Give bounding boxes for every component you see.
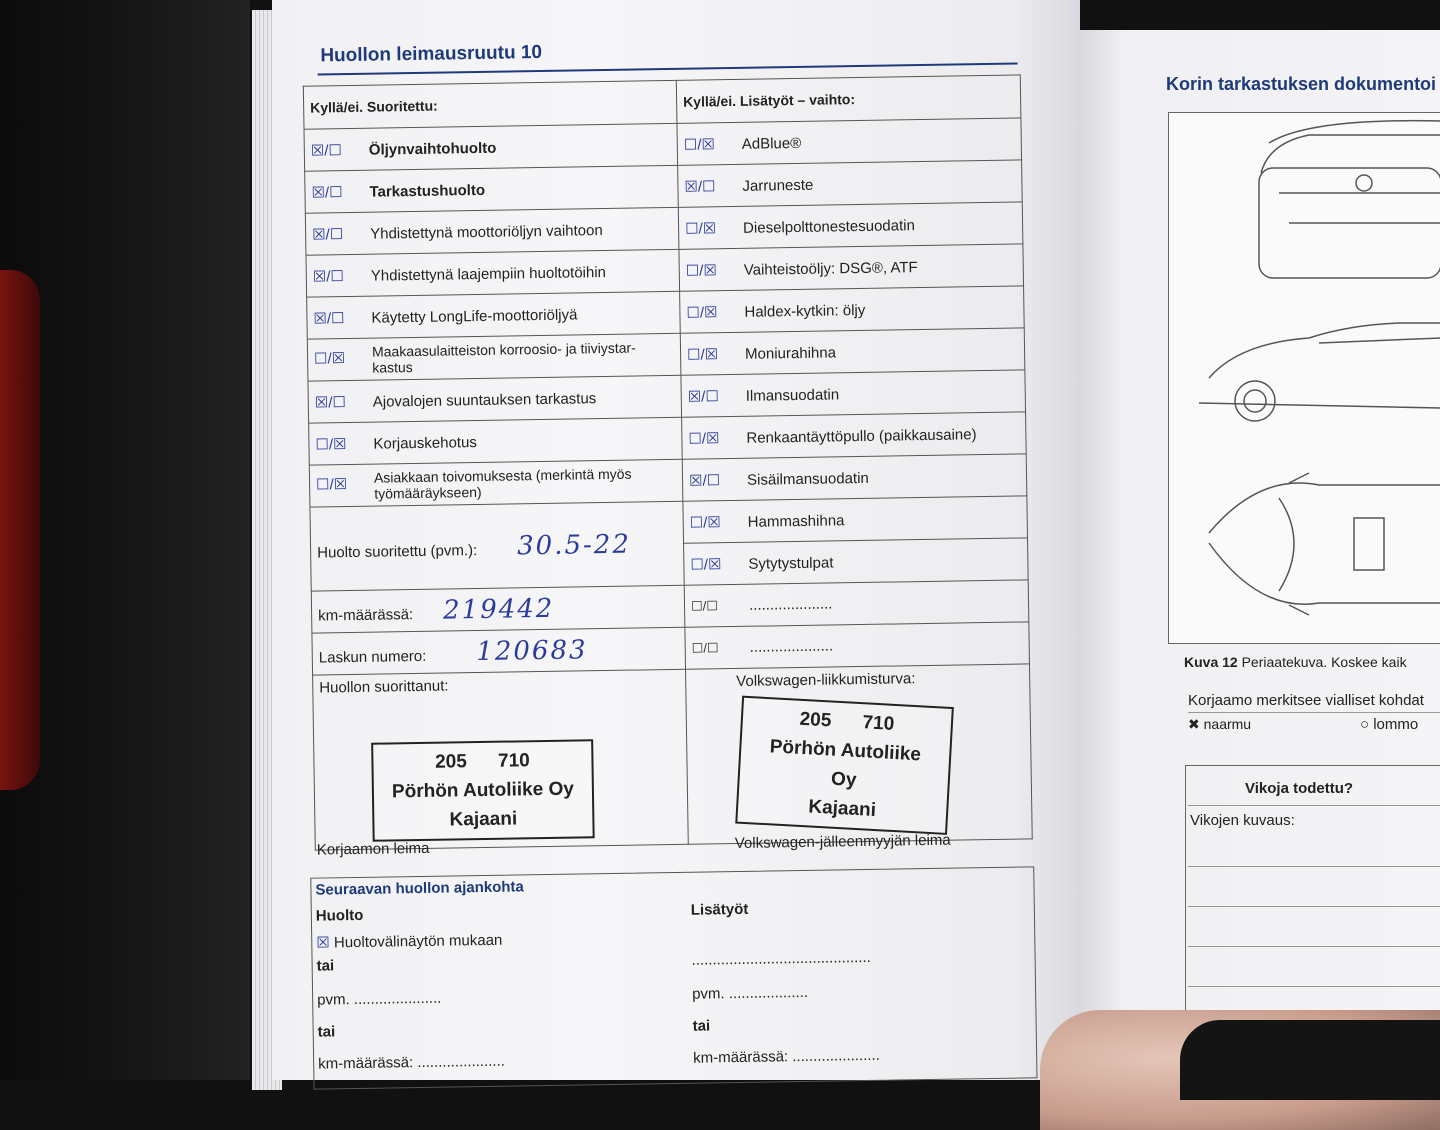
right-item-label: Haldex-kytkin: öljy	[744, 301, 866, 321]
writing-line	[1188, 906, 1440, 907]
checkbox-pair: ☒/☐	[314, 393, 346, 412]
right-item-label: Dieselpolttonestesuodatin	[742, 216, 916, 237]
km-label: km-määrässä:	[318, 605, 414, 625]
next-service-col-right: Lisätyöt	[690, 900, 749, 919]
workshop-stamp	[371, 739, 595, 841]
right-item	[678, 202, 1023, 249]
or-label: tai	[316, 957, 335, 975]
legend-dent: ○ lommo	[1360, 716, 1419, 733]
legend-scratch: ✖ naarmu	[1188, 716, 1252, 732]
right-item-label: ....................	[749, 637, 834, 656]
right-item-label: AdBlue®	[741, 134, 802, 153]
checked-box-icon: ☒	[316, 934, 330, 952]
right-item-label: ....................	[748, 595, 833, 614]
extra-work-dots: ...........................................	[691, 948, 871, 969]
left-item-label: Korjauskehotus	[373, 433, 477, 453]
extra-date-field: pvm. ...................	[692, 983, 809, 1003]
right-item-label: Vaihteistoöljy: DSG®, ATF	[743, 258, 918, 279]
performed-by-label: Huollon suorittanut:	[319, 677, 449, 697]
right-item-label: Jarruneste	[742, 176, 814, 195]
left-item-label: Öljynvaihtohuolto	[368, 139, 497, 159]
dealer-stamp-label: Volkswagen-jälleenmyyjän leima	[734, 831, 951, 853]
checkbox-pair: ☐/☒	[684, 219, 717, 238]
checkbox-pair: ☐/☒	[685, 261, 717, 280]
left-item-label: Maakaasulaitteiston korroosio- ja tiiviystar-kastus	[371, 339, 636, 376]
sleeve	[1180, 1020, 1440, 1100]
writing-line	[1188, 946, 1440, 947]
left-item	[309, 417, 683, 465]
checkbox-pair: ☒/☐	[310, 141, 343, 160]
checkbox-pair: ☐/☒	[690, 555, 722, 574]
car-outline-icon	[1169, 113, 1440, 643]
left-item	[305, 207, 679, 255]
left-item	[309, 459, 683, 507]
or-label: tai	[317, 1023, 336, 1041]
right-item-label: Sisäilmansuodatin	[746, 469, 869, 489]
right-item-label: Hammashihna	[747, 511, 845, 531]
next-service-option	[316, 931, 502, 952]
checkbox-pair: ☒/☐	[312, 267, 345, 286]
next-service-col-left: Huolto	[315, 906, 364, 925]
checkbox-pair: ☐/☐	[690, 598, 719, 614]
right-page-title: Korin tarkastuksen dokumentoi	[1166, 74, 1437, 94]
right-item	[681, 370, 1026, 417]
stamp-company: Pörhön Autoliike Oy	[391, 778, 575, 803]
checkbox-pair: ☒/☐	[311, 183, 343, 202]
right-item	[677, 118, 1022, 165]
stamp-code-b: 710	[497, 750, 530, 772]
left-item	[308, 375, 682, 423]
left-item-label: Käytetty LongLife-moottoriöljyä	[371, 305, 578, 327]
or-label: tai	[692, 1017, 711, 1035]
right-item	[684, 538, 1029, 585]
next-service-option-label: Huoltovälinäytön mukaan	[333, 931, 503, 952]
workshop-note: Korjaamo merkitsee vialliset kohdat	[1188, 692, 1424, 709]
divider	[1188, 805, 1440, 806]
checkbox-pair: ☐/☒	[315, 476, 348, 495]
left-item-label: Tarkastushuolto	[369, 181, 486, 201]
checkbox-pair: ☒/☐	[687, 387, 719, 406]
checkbox-pair: ☒/☐	[313, 309, 345, 328]
checkbox-pair: ☐/☒	[686, 303, 718, 322]
left-item	[305, 165, 679, 213]
service-date-cell	[310, 501, 684, 591]
right-item-label: Sytytystulpat	[748, 553, 834, 573]
left-item-label: Asiakkaan toivomuksesta (merkintä myös työmääräykseen)	[373, 465, 632, 502]
right-item-label: Ilmansuodatin	[745, 385, 840, 405]
col-right-header: Kyllä/ei. Lisätyöt – vaihto:	[676, 75, 1021, 123]
divider	[1188, 712, 1440, 713]
checkbox-pair: ☐/☒	[315, 435, 347, 454]
checkbox-pair: ☐/☒	[313, 350, 346, 369]
invoice-label: Laskun numero:	[318, 647, 427, 667]
stamp-code-a: 205	[799, 708, 832, 732]
extra-km-field: km-määrässä: .....................	[693, 1046, 880, 1067]
next-km-field: km-määrässä: .....................	[318, 1052, 506, 1073]
stamp-city: Kajaani	[449, 808, 518, 831]
figure-number: Kuva 12	[1184, 654, 1238, 670]
checkbox-pair: ☐/☒	[683, 135, 715, 154]
invoice-cell	[312, 627, 686, 675]
checkbox-pair: ☒/☐	[312, 225, 344, 244]
defects-question: Vikoja todettu?	[1245, 780, 1354, 797]
stamp-city: Kajaani	[807, 796, 877, 822]
col-left-header: Kyllä/ei. Suoritettu:	[303, 80, 677, 129]
left-item-label: Ajovalojen suuntauksen tarkastus	[372, 389, 597, 411]
invoice-handwritten: 120683	[476, 634, 588, 667]
km-cell	[311, 585, 685, 633]
next-service-title: Seuraavan huollon ajankohta	[315, 878, 524, 899]
writing-line	[1188, 866, 1440, 867]
stamp-company: Pörhön Autoliike Oy	[769, 736, 922, 791]
left-item-label: Yhdistettynä moottoriöljyn vaihtoon	[370, 221, 603, 243]
checkbox-pair: ☐/☒	[688, 429, 720, 448]
right-item	[680, 286, 1025, 333]
checkbox-pair: ☒/☐	[684, 177, 716, 196]
service-date-handwritten: 30.5-22	[516, 529, 632, 561]
checkbox-pair: ☐/☒	[686, 345, 719, 364]
figure-caption-text: Periaatekuva. Koskee kaik	[1241, 654, 1407, 670]
stamp-code-b: 710	[861, 712, 895, 735]
page-title: Huollon leimausruutu 10	[320, 41, 543, 67]
checkbox-pair: ☐/☒	[689, 513, 721, 532]
right-item	[679, 244, 1024, 291]
left-item-label: Yhdistettynä laajempiin huoltotöihin	[370, 263, 607, 285]
right-item	[682, 454, 1027, 501]
writing-line	[1188, 986, 1440, 987]
stamp-code-a: 205	[434, 751, 467, 773]
right-item	[685, 622, 1030, 669]
car-diagram	[1168, 112, 1440, 644]
checkbox-pair: ☒/☐	[688, 471, 721, 490]
right-item	[678, 160, 1023, 207]
defects-description-label: Vikojen kuvaus:	[1190, 812, 1295, 829]
left-item	[304, 123, 678, 171]
left-item	[307, 291, 681, 339]
service-date-label: Huolto suoritettu (pvm.):	[317, 541, 478, 562]
next-date-field: pvm. .....................	[317, 989, 442, 1009]
right-item-label: Moniurahihna	[744, 343, 837, 363]
right-item	[684, 580, 1029, 627]
workshop-stamp-label: Korjaamon leima	[316, 839, 430, 859]
vw-mobility-label: Volkswagen-liikkumisturva:	[736, 670, 916, 690]
left-item	[307, 333, 681, 381]
right-item	[682, 412, 1027, 459]
figure-caption	[1184, 654, 1407, 670]
checkbox-pair: ☐/☐	[691, 640, 719, 656]
right-item	[683, 496, 1028, 543]
right-item-label: Renkaantäyttöpullo (paikkausaine)	[746, 425, 977, 447]
right-item	[680, 328, 1025, 375]
dealer-stamp	[735, 696, 954, 835]
left-item	[306, 249, 680, 297]
km-handwritten: 219442	[442, 593, 555, 626]
